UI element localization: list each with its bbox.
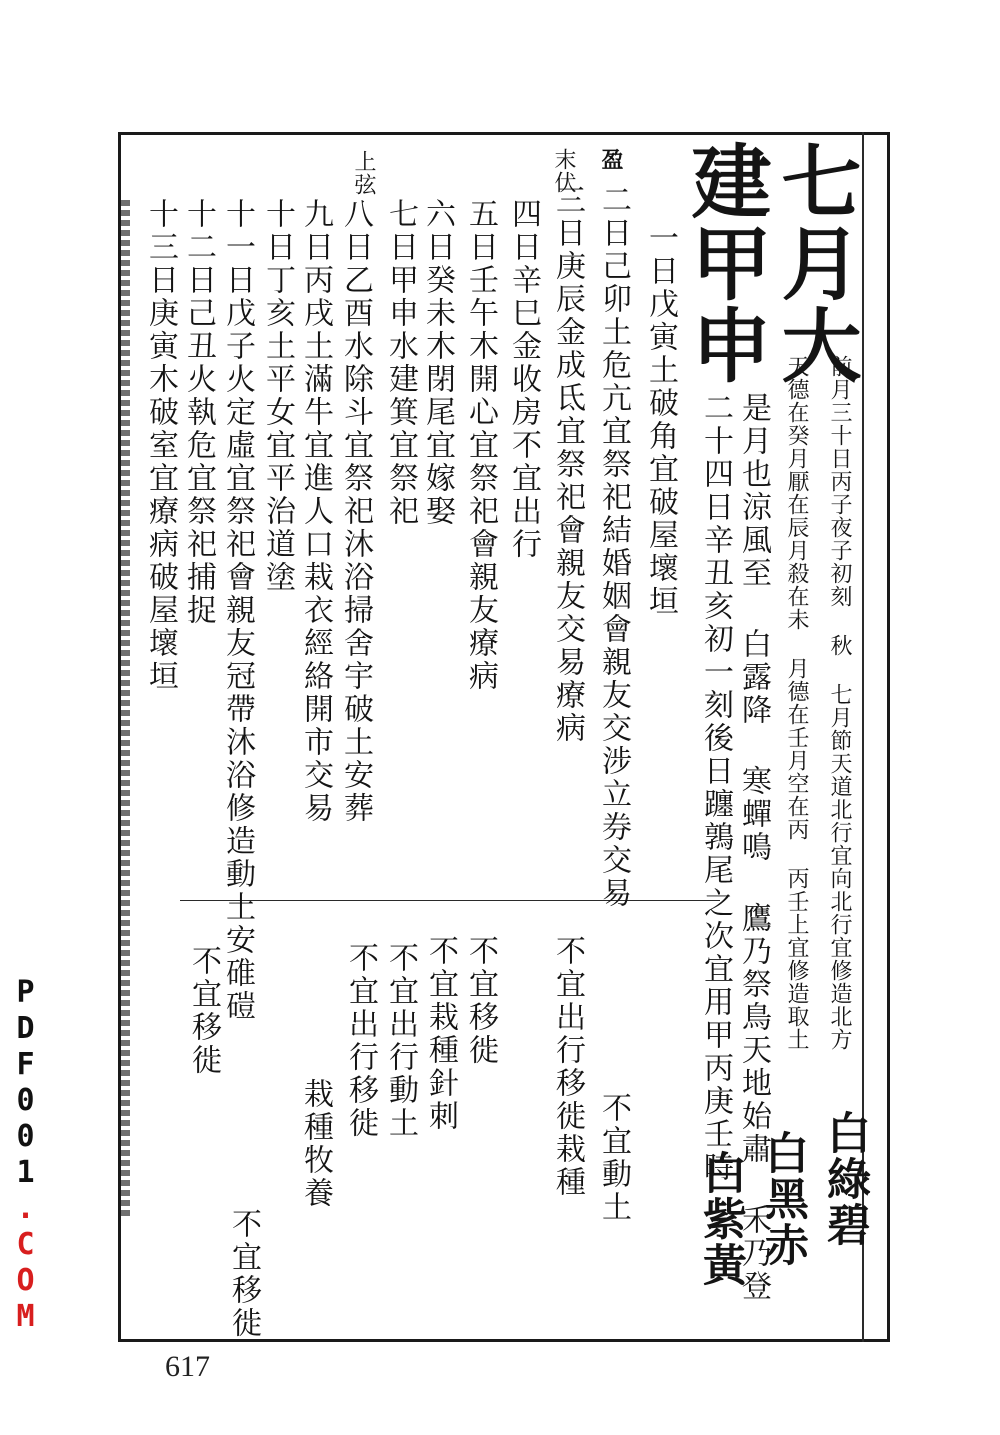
day-avoid: 不宜出行移徙 bbox=[343, 942, 378, 1140]
watermark bbox=[8, 975, 43, 1335]
day-entry: 一日戊寅土破角宜破屋壞垣 bbox=[643, 222, 678, 618]
label-fu: 末伏 bbox=[551, 148, 576, 194]
star-color-row2: 白黑赤 bbox=[757, 1130, 808, 1268]
day-entry: 七日甲申水建箕宜祭祀 bbox=[383, 198, 418, 528]
page-number: 617 bbox=[165, 1350, 210, 1383]
star-color-row3: 白紫黃 bbox=[695, 1150, 746, 1288]
month-title: 七月大 bbox=[768, 140, 862, 386]
day-avoid: 不宜移徙 bbox=[186, 945, 221, 1077]
day-entry: 四日辛巳金收房不宜出行 bbox=[506, 198, 541, 561]
watermark-part1: PDF001 bbox=[8, 975, 43, 1191]
day-avoid: 不宜出行動土 bbox=[383, 942, 418, 1140]
label-hai: 上弦 bbox=[351, 150, 376, 196]
month-jian: 建甲申 bbox=[678, 140, 772, 386]
watermark-part2: .COM bbox=[8, 1191, 43, 1335]
day-entry: 三日庚辰金成氐宜祭祀會親友交易療病 bbox=[550, 184, 585, 745]
day-entry: 十二日己丑火執危宜祭祀捕捉 bbox=[181, 198, 216, 627]
header-line-4: 二十四日辛丑亥初一刻後日躔鶉尾之次宜用甲丙庚壬時 bbox=[698, 392, 733, 1184]
day-avoid: 不宜出行移徙栽種 bbox=[550, 935, 585, 1199]
header-line-3: 是月也涼風至 白露降 寒蟬鳴 鷹乃祭鳥天地始肅 禾乃登 bbox=[736, 392, 771, 1303]
day-entry: 十日丁亥土平女宜平治道塗 bbox=[260, 198, 295, 594]
day-entry: 二日己卯土危亢宜祭祀結婚姻會親友交涉立券交易 bbox=[596, 184, 631, 910]
day-avoid: 不宜動土 bbox=[596, 1092, 631, 1224]
day-avoid: 栽種牧養 bbox=[298, 1078, 333, 1210]
header-line-1: 前月三十日丙子夜子初刻 秋 七月節天道北行宜向北行宜修造北方 bbox=[827, 355, 852, 1051]
day-avoid: 不宜移徙 bbox=[463, 935, 498, 1067]
day-entry: 十一日戊子火定虛宜祭祀會親友冠帶沐浴修造動土安碓磑 bbox=[220, 198, 255, 1023]
day-avoid: 不宜移徙 bbox=[226, 1208, 261, 1340]
day-entry: 八日乙酉水除斗宜祭祀沐浴掃舍宇破土安葬 bbox=[338, 198, 373, 825]
day-avoid: 不宜栽種針刺 bbox=[423, 935, 458, 1133]
header-line-2: 天德在癸月厭在辰月殺在未 月德在壬月空在丙 丙壬上宜修造取土 bbox=[784, 355, 809, 1051]
day-entry: 十三日庚寅木破室宜療病破屋壞垣 bbox=[143, 198, 178, 693]
day-entry: 五日壬午木開心宜祭祀會親友療病 bbox=[463, 198, 498, 693]
divider-rule bbox=[180, 900, 720, 901]
day-entry: 九日丙戌土滿牛宜進人口栽衣經絡開市交易 bbox=[298, 198, 333, 825]
label-ying: 盈 bbox=[598, 148, 624, 171]
day-entry: 六日癸未木閉尾宜嫁娶 bbox=[420, 198, 455, 528]
star-color-row1: 白綠碧 bbox=[819, 1110, 870, 1248]
